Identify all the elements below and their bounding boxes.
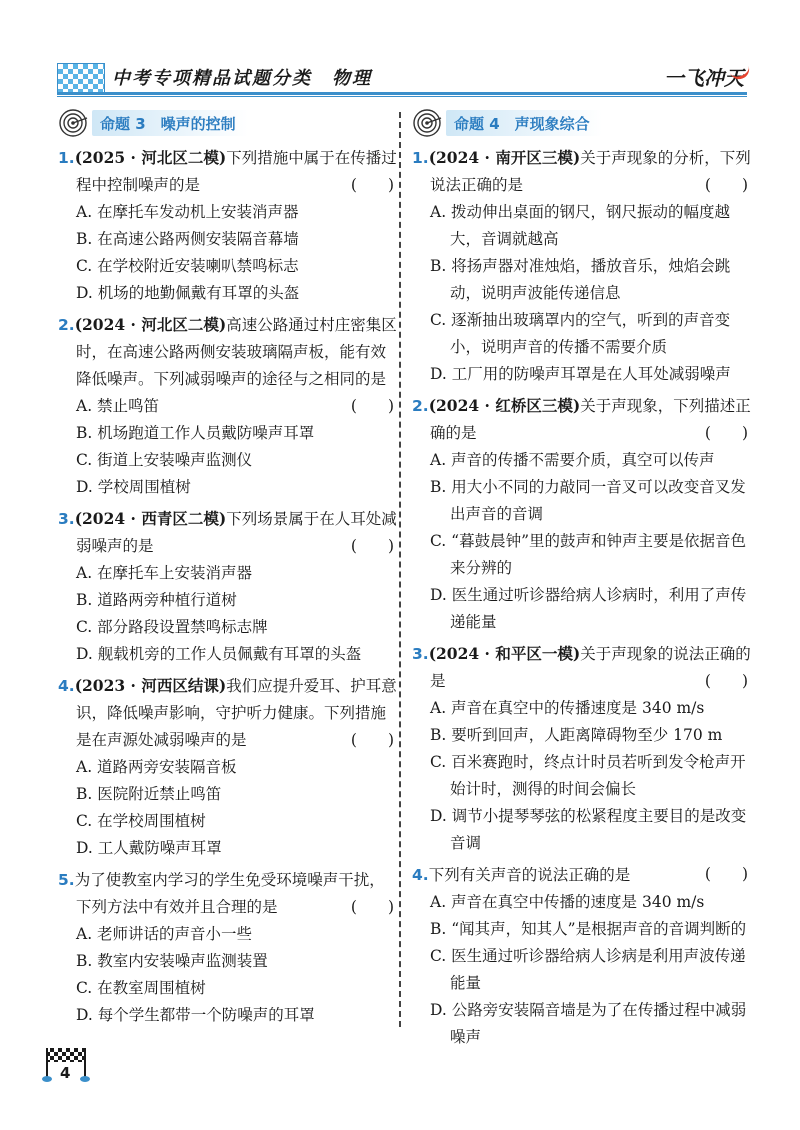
- header-title: 中考专项精品试题分类 物理: [112, 68, 372, 89]
- answer-bracket: ( ): [350, 176, 394, 194]
- answer-bracket: ( ): [350, 731, 394, 749]
- question-text: 为了使教室内学习的学生免受环境噪声干扰，下列方法中有效并且合理的是: [74, 871, 385, 916]
- topic-bar: [92, 110, 248, 136]
- question-stem: [412, 861, 752, 889]
- question-source: (2025 · 河北区二模): [74, 148, 227, 167]
- answer-option: B. 道路两旁种植行道树: [76, 591, 237, 609]
- question-number: 3.: [58, 510, 75, 528]
- question-number: 4.: [58, 677, 75, 695]
- question-number: 1.: [412, 149, 429, 167]
- post-base-icon: [42, 1076, 52, 1082]
- checker-logo-icon: [57, 63, 105, 93]
- question-stem: [412, 392, 752, 447]
- answer-option: C. “暮鼓晨钟”里的鼓声和钟声主要是依据音色来分辨的: [430, 532, 747, 577]
- answer-option: C. 部分路段设置禁鸣标志牌: [76, 618, 268, 636]
- question-number: 2.: [58, 316, 75, 334]
- question-stem: [58, 144, 398, 199]
- answer-option: C. 在教室周围植树: [76, 979, 206, 997]
- column-divider: [399, 112, 401, 1027]
- question: [58, 505, 398, 668]
- question-text: 下列措施中属于在传播过程中控制噪声的是: [76, 149, 397, 194]
- answer-bracket: ( ): [350, 898, 394, 916]
- answer-option: D. 学校周围植树: [76, 478, 191, 496]
- answer-option: A. 禁止鸣笛: [76, 397, 160, 415]
- question: [412, 640, 752, 857]
- question-text: 高速公路通过村庄密集区时，在高速公路两侧安装玻璃隔声板，能有效降低噪声。下列减弱噪声的途径与之相同的是: [76, 316, 397, 388]
- question-source: (2024 · 西青区二模): [74, 509, 227, 528]
- question: [412, 392, 752, 636]
- answer-option: C. 医生通过听诊器给病人诊病是利用声波传递能量: [430, 947, 746, 992]
- answer-option: B. 机场跑道工作人员戴防噪声耳罩: [76, 424, 315, 442]
- left-column: [58, 108, 398, 1029]
- answer-option: A. 声音在真空中的传播速度是 340 m/s: [430, 699, 705, 717]
- flag-post-icon: [46, 1048, 48, 1078]
- topic-title: 命题 4 声现象综合: [454, 114, 590, 133]
- question-number: 4.: [412, 866, 429, 884]
- target-icon: [58, 108, 88, 138]
- answer-bracket: ( ): [350, 537, 394, 555]
- topic-bar: [446, 110, 602, 136]
- checkered-flag-icon: [46, 1048, 86, 1062]
- question-stem: [58, 672, 398, 754]
- answer-option: D. 每个学生都带一个防噪声的耳罩: [76, 1006, 315, 1024]
- target-icon: [412, 108, 442, 138]
- answer-option: A. 老师讲话的声音小一些: [76, 925, 253, 943]
- answer-option: D. 工人戴防噪声耳罩: [76, 839, 222, 857]
- question-number: 1.: [58, 149, 75, 167]
- question-source: (2024 · 南开区三模): [428, 148, 581, 167]
- question-number: 3.: [412, 645, 429, 663]
- question-stem: [58, 866, 398, 921]
- answer-option: D. 舰载机旁的工作人员佩戴有耳罩的头盔: [76, 645, 362, 663]
- question-source: (2024 · 红桥区三模): [428, 396, 581, 415]
- question-stem: [412, 640, 752, 695]
- post-base-icon: [80, 1076, 90, 1082]
- question-source: (2023 · 河西区结课): [74, 676, 227, 695]
- answer-option: A. 声音在真空中传播的速度是 340 m/s: [430, 893, 705, 911]
- answer-option: C. 在学校周围植树: [76, 812, 206, 830]
- question-source: (2024 · 河北区二模): [74, 315, 227, 334]
- flag-post-icon: [84, 1048, 86, 1078]
- question-text: 关于声现象的说法正确的是: [430, 645, 751, 690]
- answer-option: D. 调节小提琴琴弦的松紧程度主要目的是改变音调: [430, 807, 747, 852]
- answer-option: A. 在摩托车发动机上安装消声器: [76, 203, 299, 221]
- page-number-badge: [42, 1048, 92, 1086]
- question-list: [58, 144, 398, 1029]
- answer-option: D. 工厂用的防噪声耳罩是在人耳处减弱噪声: [430, 365, 731, 383]
- answer-option: A. 道路两旁安装隔音板: [76, 758, 237, 776]
- answer-option: C. 在学校附近安装喇叭禁鸣标志: [76, 257, 299, 275]
- answer-bracket: ( ): [704, 865, 748, 883]
- question-text: 关于声现象的分析，下列说法正确的是: [430, 149, 751, 194]
- answer-option: B. 将扬声器对准烛焰，播放音乐，烛焰会跳动，说明声波能传递信息: [430, 257, 731, 302]
- right-column: [412, 108, 752, 1051]
- answer-option: D. 医生通过听诊器给病人诊病时，利用了声传递能量: [430, 586, 747, 631]
- topic-header: [412, 108, 752, 138]
- question-list: [412, 144, 752, 1051]
- question: [412, 144, 752, 388]
- answer-option: B. 在高速公路两侧安装隔音幕墙: [76, 230, 299, 248]
- header-rule-thin: [57, 96, 747, 97]
- question: [58, 672, 398, 862]
- answer-option: B. 医院附近禁止鸣笛: [76, 785, 222, 803]
- answer-option: B. 用大小不同的力敲同一音叉可以改变音叉发出声音的音调: [430, 478, 746, 523]
- topic-title: 命题 3 噪声的控制: [100, 114, 236, 133]
- question-source: (2024 · 和平区一模): [428, 644, 581, 663]
- question-text: 下列有关声音的说法正确的是: [428, 866, 631, 884]
- answer-option: A. 在摩托车上安装消声器: [76, 564, 253, 582]
- answer-bracket: ( ): [704, 176, 748, 194]
- answer-option: A. 声音的传播不需要介质，真空可以传声: [430, 451, 715, 469]
- answer-option: C. 逐渐抽出玻璃罩内的空气，听到的声音变小，说明声音的传播不需要介质: [430, 311, 731, 356]
- answer-bracket: ( ): [704, 672, 748, 690]
- question-number: 5.: [58, 871, 75, 889]
- question-stem: [58, 505, 398, 560]
- answer-option: D. 公路旁安装隔音墙是为了在传播过程中减弱噪声: [430, 1001, 747, 1046]
- topic-header: [58, 108, 398, 138]
- question-text: 我们应提升爱耳、护耳意识，降低噪声影响，守护听力健康。下列措施是在声源处减弱噪声的是: [76, 677, 397, 749]
- answer-bracket: ( ): [704, 424, 748, 442]
- question-number: 2.: [412, 397, 429, 415]
- question-text: 下列场景属于在人耳处减弱噪声的是: [76, 510, 397, 555]
- brand-name: 一飞冲天: [664, 66, 744, 90]
- answer-option: D. 机场的地勤佩戴有耳罩的头盔: [76, 284, 300, 302]
- page-number: 4: [60, 1064, 71, 1082]
- question: [58, 144, 398, 307]
- question-text: 关于声现象，下列描述正确的是: [430, 397, 751, 442]
- header-rule: [57, 92, 747, 95]
- answer-option: B. “闻其声，知其人”是根据声音的音调判断的: [430, 920, 747, 938]
- question: [412, 861, 752, 1051]
- answer-option: C. 街道上安装噪声监测仪: [76, 451, 253, 469]
- answer-option: A. 拨动伸出桌面的钢尺，钢尺振动的幅度越大，音调就越高: [430, 203, 731, 248]
- answer-bracket: ( ): [350, 397, 394, 415]
- answer-option: B. 教室内安装噪声监测装置: [76, 952, 268, 970]
- question: [58, 866, 398, 1029]
- answer-option: B. 要听到回声，人距离障碍物至少 170 m: [430, 726, 723, 744]
- question-stem: [412, 144, 752, 199]
- question: [58, 311, 398, 501]
- page-header: [0, 0, 800, 100]
- answer-option: C. 百米赛跑时，终点计时员若听到发令枪声开始计时，测得的时间会偏长: [430, 753, 746, 798]
